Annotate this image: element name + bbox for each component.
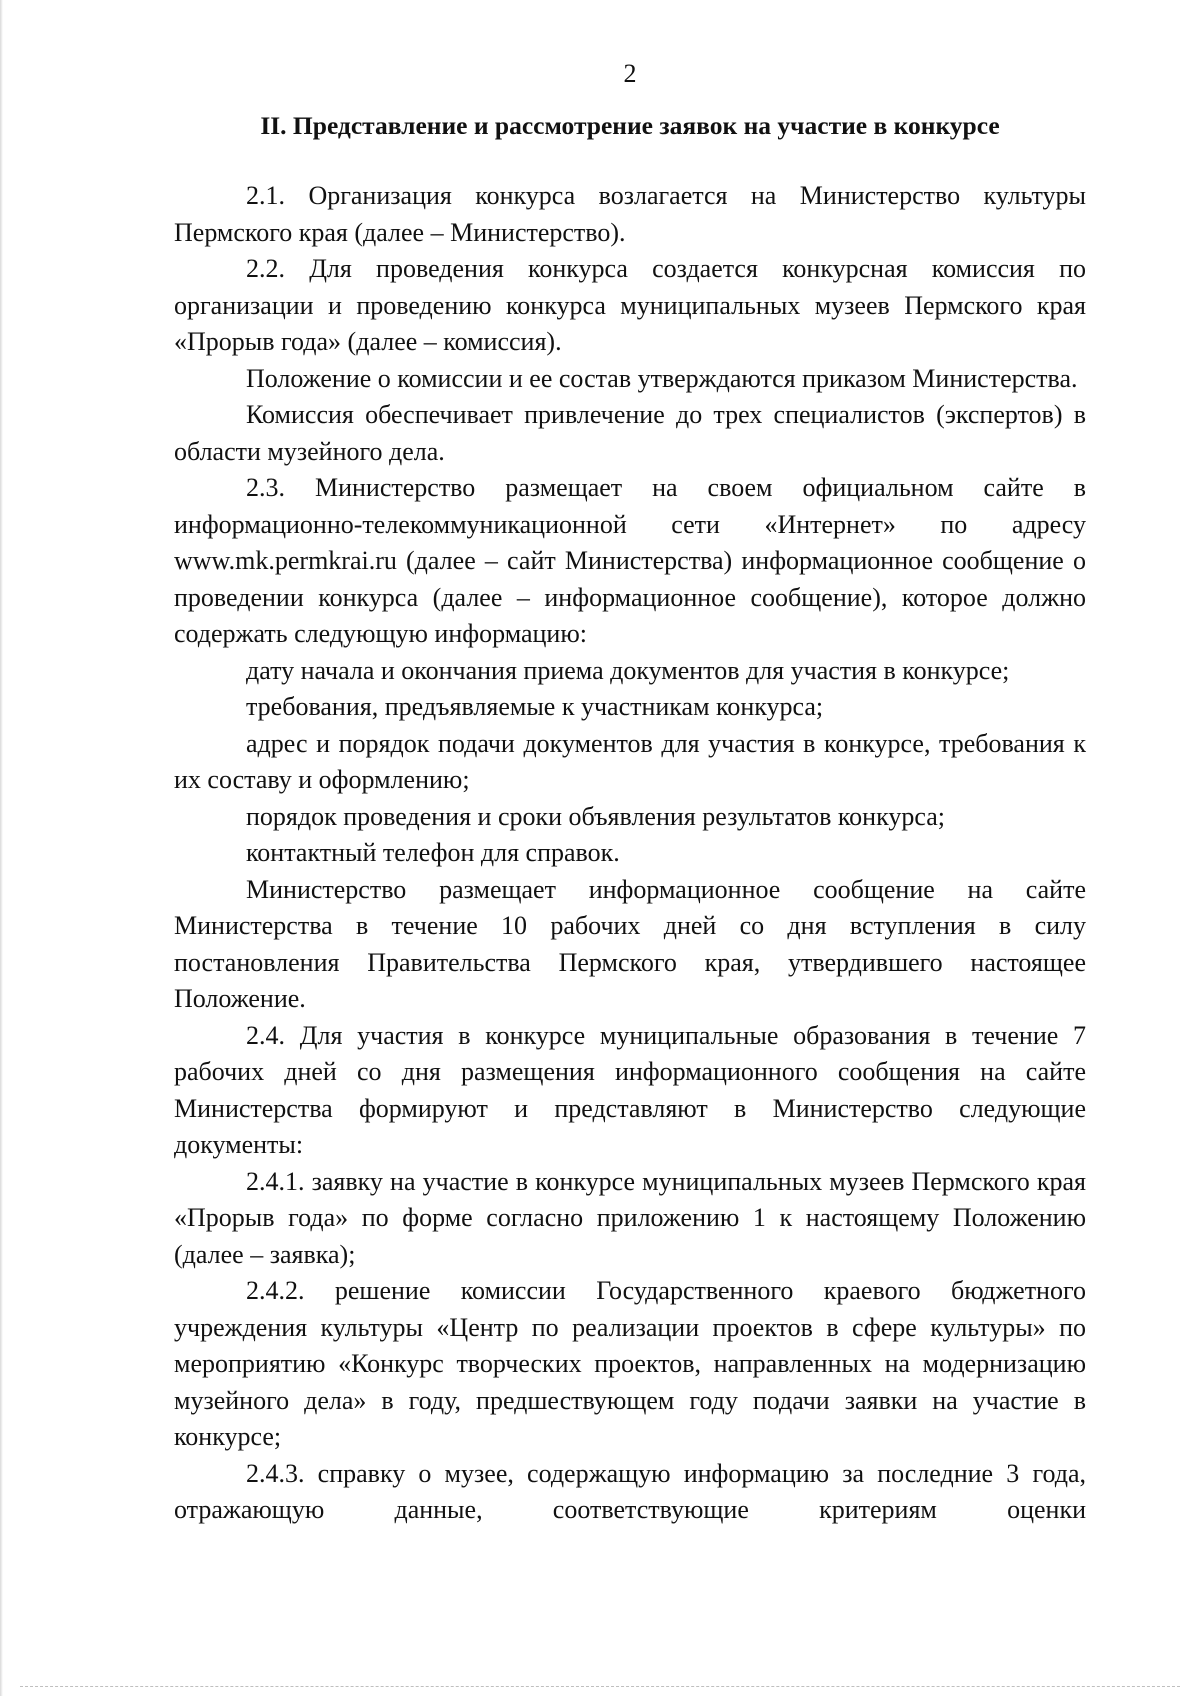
list-item-requirements: требования, предъявляемые к участникам конкурса; — [246, 692, 824, 721]
paragraph-2-1: 2.1. Организация конкурса возлагается на Министерство культуры Пермского края (далее – Министерство). — [174, 181, 1086, 247]
paragraph-publication: Министерство размещает информационное сообщение на сайте Министерства в течение 10 рабочих дней со дня вступления в силу постановления Правительства Пермского края, утвердившего настоящее Положение. — [174, 874, 1086, 1013]
page-number: 2 — [623, 59, 637, 88]
section-title: II. Представление и рассмотрение заявок на участие в конкурсе — [260, 111, 1000, 140]
list-item-address: адрес и порядок подачи документов для участия в конкурсе, требования к их составу и оформлению; — [174, 728, 1086, 794]
paragraph-2-2: 2.2. Для проведения конкурса создается конкурсная комиссия по организации и проведению конкурса муниципальных музеев Пермского края «Прорыв года» (далее – комиссия). — [174, 254, 1086, 356]
scan-edge — [0, 0, 3, 1696]
scan-edge-bottom — [20, 1686, 1180, 1689]
paragraph-commission-experts: Комиссия обеспечивает привлечение до трех специалистов (экспертов) в области музейного дела. — [174, 400, 1086, 466]
document-body — [174, 178, 1086, 1529]
paragraph-2-4-3: 2.4.3. справку о музее, содержащую информацию за последние 3 года, отражающую данные, соответствующие критериям оценки — [174, 1458, 1086, 1524]
paragraph-2-4-1: 2.4.1. заявку на участие в конкурсе муниципальных музеев Пермского края «Прорыв года» по форме согласно приложению 1 к настоящему Положению (далее – заявка); — [174, 1166, 1086, 1269]
paragraph-commission-regulation: Положение о комиссии и ее состав утверждаются приказом Министерства. — [246, 363, 1078, 393]
paragraph-2-4: 2.4. Для участия в конкурсе муниципальные образования в течение 7 рабочих дней со дня размещения информационного сообщения на сайте Министерства формируют и представляют в Министерство следующие документы: — [174, 1020, 1086, 1159]
paragraph-2-4-2: 2.4.2. решение комиссии Государственного краевого бюджетного учреждения культуры «Центр по реализации проектов в сфере культуры» по мероприятию «Конкурс творческих проектов, направленных на модернизацию музейного дела» в году, предшествующем году подачи заявки на участие в конкурсе; — [174, 1276, 1086, 1451]
list-item-phone: контактный телефон для справок. — [246, 838, 620, 867]
paragraph-2-3: 2.3. Министерство размещает на своем официальном сайте в информационно-телекоммуникационной сети «Интернет» по адресу www.mk.permkrai.ru (далее – сайт Министерства) информационное сообщение о проведении конкурса (далее – информационное сообщение), которое должно содержать следующую информацию: — [174, 473, 1086, 648]
list-item-procedure: порядок проведения и сроки объявления результатов конкурса; — [246, 801, 945, 831]
list-item-dates: дату начала и окончания приема документов для участия в конкурсе; — [246, 655, 1010, 685]
